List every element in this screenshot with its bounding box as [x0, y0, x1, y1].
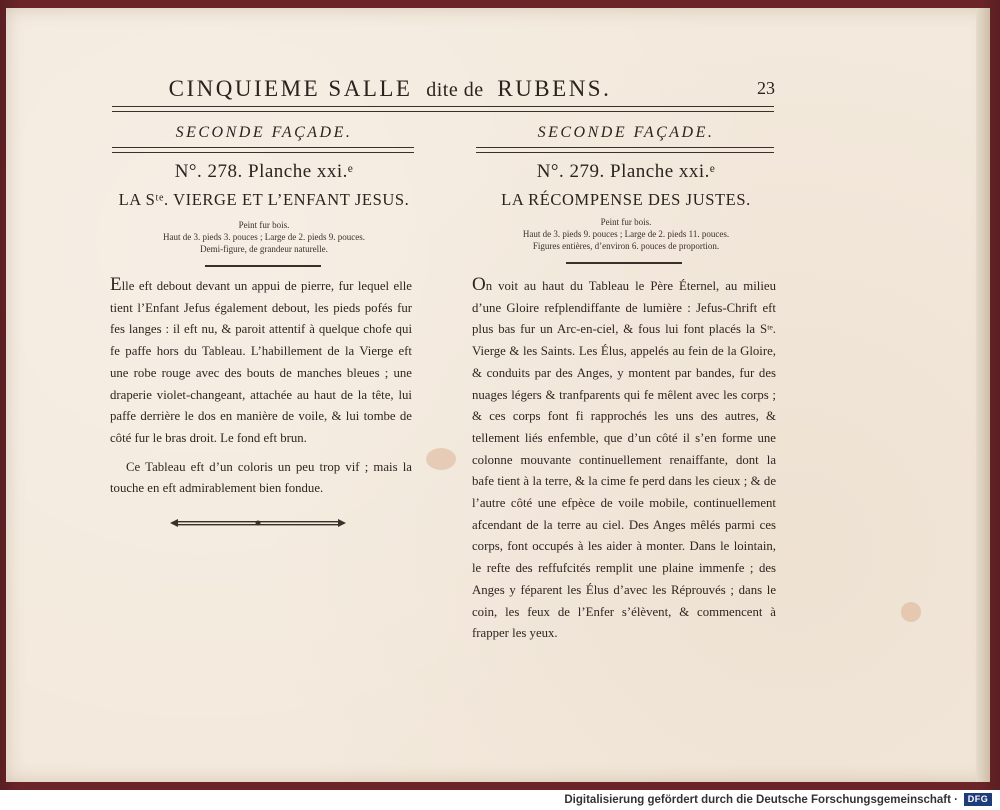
left-meta-line: Haut de 3. pieds 3. pouces ; Large de 2. pieds 9. pouces.	[162, 232, 366, 242]
right-paragraph-1	[472, 276, 776, 645]
right-plate-number: N°. 279. Planche xxi.ᵉ	[536, 161, 716, 182]
left-meta-rule	[205, 265, 321, 267]
header-rule	[112, 106, 774, 112]
right-body-text	[472, 276, 776, 645]
left-body-text	[110, 276, 412, 500]
page-number: 23	[757, 78, 775, 98]
left-section-heading: SECONDE FAÇADE.	[175, 124, 353, 141]
left-paragraph-1	[110, 276, 412, 450]
right-meta-line: Figures entières, d’environ 6. pouces de proportion.	[532, 241, 720, 251]
right-meta-line: Peint fur bois.	[600, 217, 652, 227]
dfg-logo: DFG	[964, 793, 992, 806]
page-edge	[976, 8, 990, 782]
header-title-part1: CINQUIEME SALLE	[168, 76, 413, 101]
right-section-rule	[476, 147, 774, 153]
right-paragraph-1-text: n voit au haut du Tableau le Père Éternel, au milieu d’une Gloire refplendiffante de lumière : Jefus-Chrift eft plus bas fur un Arc-en-ciel, & fous lui font placés la Sᵗᵉ. Vierge & les Saints. Les Élus, appelés au fein de la Gloire, & conduits par des Anges, y montent par bandes, fur des nuages légers & tranfparents qui fe mêlent avec les corps ; & ces corps font fi rapprochés les uns des autres, & tellement liés enfemble, que d’un côté il s’en forme une colonne mouvante continuellement renaiffante, dont la bafe tient à la terre, & la cime fe perd dans les cieux ; & de l’autre côté une efpèce de voile mobile, continuellement afcendant de la terre au ciel. Des Anges mêlés parmi ces corps, font occupés à les aider à monter. Dans le lointain, le refte des reffufcités remplit une plaine immenfe ; des Anges y féparent les Élus d’avec les Réprouvés ; dans le coin, les feux de l’Enfer s’élèvent, & commencent à frapper les yeux.	[472, 279, 776, 641]
header-title-part3: RUBENS.	[497, 76, 612, 101]
left-paragraph-2: Ce Tableau eft d’un coloris un peu trop vif ; mais la touche en eft admirablement bien fondue.	[110, 459, 412, 496]
right-meta-line: Haut de 3. pieds 9. pouces ; Large de 2. pieds 11. pouces.	[522, 229, 730, 239]
left-plate-number: N°. 278. Planche xxi.ᵉ	[174, 161, 354, 182]
right-plate-title: LA RÉCOMPENSE DES JUSTES.	[501, 190, 751, 209]
paper-stain	[426, 448, 456, 470]
left-plate-meta	[112, 219, 416, 255]
left-meta-line: Peint fur bois.	[238, 220, 290, 230]
right-section-heading: SECONDE FAÇADE.	[537, 124, 715, 141]
left-section-rule	[112, 147, 414, 153]
right-meta-rule	[566, 262, 682, 264]
left-meta-line: Demi-figure, de grandeur naturelle.	[200, 244, 328, 254]
left-drop-cap: E	[110, 274, 122, 295]
left-paragraph-1-text: lle eft debout devant un appui de pierre, fur lequel elle tient l’Enfant Jefus également debout, les pieds pofés fur fes langes : il eft nu, & paroit attentif à quelque chofe qui fe paffe hors du Tableau. L’habillement de la Vierge eft une robe rouge avec des bouts de manches bleues ; une draperie violet-changeant, attachée au haut de la tête, lui paffe derrière le dos en manière de voile, & lui tombe de côté fur le bras droit. Le fond eft brun.	[110, 279, 412, 445]
right-drop-cap: O	[472, 274, 486, 295]
header-title-part2: dite de	[426, 79, 484, 101]
page-header-title	[0, 76, 780, 102]
ornament-divider	[170, 518, 346, 528]
paper-stain	[901, 602, 921, 622]
footer-credit: Digitalisierung gefördert durch die Deutsche Forschungsgemeinschaft ·	[564, 794, 958, 806]
right-plate-meta	[474, 216, 778, 252]
left-plate-title: LA Sᵗᵉ. VIERGE ET L’ENFANT JESUS.	[118, 190, 410, 209]
